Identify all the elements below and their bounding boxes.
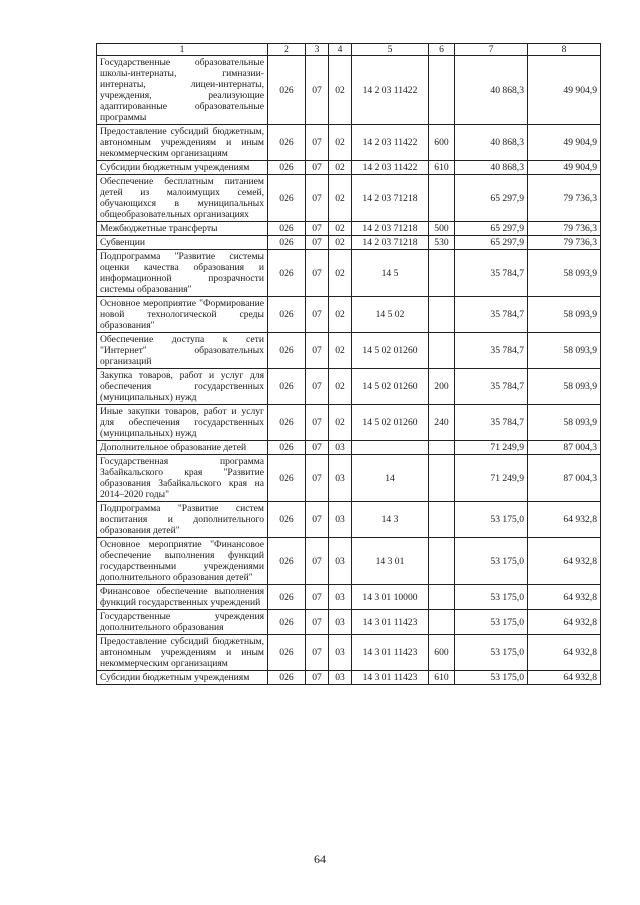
cell-expense-type: 600 [429, 125, 455, 161]
header-cell: 8 [528, 44, 601, 56]
cell-expense-type [429, 175, 455, 222]
cell-amount-col7: 35 784,7 [455, 297, 528, 333]
table-row [97, 56, 601, 125]
cell-amount-col7: 53 175,0 [455, 502, 528, 538]
header-row [97, 44, 601, 56]
cell-amount-col8: 64 932,8 [528, 671, 601, 685]
cell-grbs: 026 [268, 585, 306, 610]
cell-subsection: 03 [329, 671, 352, 685]
table-row [97, 585, 601, 610]
cell-target-article: 14 [352, 455, 429, 502]
cell-grbs: 026 [268, 441, 306, 455]
cell-amount-col7: 40 868,3 [455, 125, 528, 161]
cell-target-article: 14 2 03 71218 [352, 175, 429, 222]
cell-section: 07 [306, 175, 329, 222]
row-name: Основное мероприятие "Финансовое обеспечение выполнения функций государственными учреждениями дополнительного образования детей" [97, 538, 268, 585]
cell-amount-col8: 64 932,8 [528, 502, 601, 538]
cell-subsection: 02 [329, 405, 352, 441]
cell-amount-col8: 49 904,9 [528, 161, 601, 175]
cell-expense-type [429, 455, 455, 502]
row-name: Субсидии бюджетным учреждениям [97, 671, 268, 685]
cell-grbs: 026 [268, 538, 306, 585]
cell-amount-col8: 87 004,3 [528, 441, 601, 455]
cell-amount-col7: 35 784,7 [455, 369, 528, 405]
cell-subsection: 03 [329, 585, 352, 610]
cell-amount-col7: 35 784,7 [455, 250, 528, 297]
row-name: Иные закупки товаров, работ и услуг для обеспечения государственных (муниципальных) нужд [97, 405, 268, 441]
cell-section: 07 [306, 610, 329, 635]
cell-target-article: 14 3 [352, 502, 429, 538]
cell-subsection: 03 [329, 502, 352, 538]
cell-subsection: 02 [329, 175, 352, 222]
cell-grbs: 026 [268, 502, 306, 538]
table-row [97, 441, 601, 455]
table-row [97, 455, 601, 502]
header-cell: 7 [455, 44, 528, 56]
cell-amount-col8: 58 093,9 [528, 297, 601, 333]
table-row [97, 250, 601, 297]
row-name: Государственная программа Забайкальского края "Развитие образования Забайкальского края на 2014–2020 годы" [97, 455, 268, 502]
table-row [97, 635, 601, 671]
header-cell: 2 [268, 44, 306, 56]
cell-grbs: 026 [268, 635, 306, 671]
cell-expense-type [429, 502, 455, 538]
cell-amount-col7: 65 297,9 [455, 175, 528, 222]
cell-subsection: 02 [329, 333, 352, 369]
table-row [97, 222, 601, 236]
cell-section: 07 [306, 585, 329, 610]
cell-amount-col8: 64 932,8 [528, 610, 601, 635]
cell-subsection: 03 [329, 538, 352, 585]
cell-amount-col7: 35 784,7 [455, 333, 528, 369]
cell-target-article: 14 2 03 11422 [352, 125, 429, 161]
cell-expense-type: 610 [429, 161, 455, 175]
cell-grbs: 026 [268, 369, 306, 405]
cell-amount-col8: 79 736,3 [528, 175, 601, 222]
cell-expense-type [429, 538, 455, 585]
cell-expense-type: 200 [429, 369, 455, 405]
cell-grbs: 026 [268, 455, 306, 502]
cell-amount-col8: 87 004,3 [528, 455, 601, 502]
header-cell: 3 [306, 44, 329, 56]
cell-amount-col7: 35 784,7 [455, 405, 528, 441]
table-row [97, 671, 601, 685]
row-name: Обеспечение доступа к сети "Интернет" образовательных организаций [97, 333, 268, 369]
cell-section: 07 [306, 222, 329, 236]
header-cell: 6 [429, 44, 455, 56]
cell-expense-type: 530 [429, 236, 455, 250]
row-name: Подпрограмма "Развитие системы оценки качества образования и информационной прозрачности системы образования" [97, 250, 268, 297]
cell-target-article: 14 5 02 01260 [352, 369, 429, 405]
cell-grbs: 026 [268, 236, 306, 250]
cell-amount-col7: 71 249,9 [455, 455, 528, 502]
cell-subsection: 03 [329, 441, 352, 455]
cell-subsection: 02 [329, 369, 352, 405]
table-row [97, 175, 601, 222]
table-row [97, 161, 601, 175]
cell-target-article: 14 2 03 11422 [352, 161, 429, 175]
row-name: Субвенции [97, 236, 268, 250]
row-name: Государственные учреждения дополнительного образования [97, 610, 268, 635]
row-name: Закупка товаров, работ и услуг для обеспечения государственных (муниципальных) нужд [97, 369, 268, 405]
table-row [97, 610, 601, 635]
cell-amount-col8: 58 093,9 [528, 369, 601, 405]
header-cell: 4 [329, 44, 352, 56]
cell-section: 07 [306, 502, 329, 538]
cell-amount-col8: 49 904,9 [528, 56, 601, 125]
cell-expense-type: 240 [429, 405, 455, 441]
cell-expense-type: 500 [429, 222, 455, 236]
cell-amount-col8: 64 932,8 [528, 538, 601, 585]
cell-subsection: 02 [329, 161, 352, 175]
cell-grbs: 026 [268, 405, 306, 441]
cell-subsection: 03 [329, 635, 352, 671]
cell-amount-col8: 64 932,8 [528, 585, 601, 610]
cell-grbs: 026 [268, 56, 306, 125]
table-row [97, 236, 601, 250]
cell-grbs: 026 [268, 161, 306, 175]
cell-amount-col7: 71 249,9 [455, 441, 528, 455]
row-name: Подпрограмма "Развитие систем воспитания и дополнительного образования детей" [97, 502, 268, 538]
cell-grbs: 026 [268, 125, 306, 161]
cell-subsection: 02 [329, 125, 352, 161]
cell-amount-col7: 65 297,9 [455, 222, 528, 236]
cell-subsection: 02 [329, 236, 352, 250]
cell-amount-col8: 49 904,9 [528, 125, 601, 161]
cell-subsection: 03 [329, 610, 352, 635]
cell-section: 07 [306, 405, 329, 441]
cell-expense-type [429, 250, 455, 297]
row-name: Обеспечение бесплатным питанием детей из малоимущих семей, обучающихся в муниципальных общеобразовательных организациях [97, 175, 268, 222]
page-number: 64 [314, 852, 326, 866]
cell-target-article: 14 5 02 [352, 297, 429, 333]
cell-subsection: 02 [329, 297, 352, 333]
cell-target-article: 14 5 02 01260 [352, 405, 429, 441]
cell-subsection: 02 [329, 56, 352, 125]
cell-target-article: 14 3 01 11423 [352, 610, 429, 635]
cell-target-article: 14 3 01 [352, 538, 429, 585]
row-name: Финансовое обеспечение выполнения функций государственных учреждений [97, 585, 268, 610]
cell-target-article: 14 3 01 11423 [352, 635, 429, 671]
cell-grbs: 026 [268, 297, 306, 333]
cell-amount-col8: 58 093,9 [528, 405, 601, 441]
table-body [97, 56, 601, 685]
cell-section: 07 [306, 125, 329, 161]
cell-amount-col7: 53 175,0 [455, 635, 528, 671]
table-row [97, 538, 601, 585]
cell-amount-col8: 79 736,3 [528, 236, 601, 250]
cell-amount-col7: 40 868,3 [455, 56, 528, 125]
cell-expense-type: 600 [429, 635, 455, 671]
cell-expense-type [429, 333, 455, 369]
row-name: Предоставление субсидий бюджетным, автономным учреждениям и иным некоммерческим организациям [97, 635, 268, 671]
cell-section: 07 [306, 538, 329, 585]
cell-section: 07 [306, 333, 329, 369]
cell-grbs: 026 [268, 222, 306, 236]
cell-section: 07 [306, 297, 329, 333]
cell-amount-col8: 58 093,9 [528, 333, 601, 369]
cell-subsection: 02 [329, 222, 352, 236]
row-name: Субсидии бюджетным учреждениям [97, 161, 268, 175]
table-row [97, 125, 601, 161]
cell-expense-type [429, 610, 455, 635]
cell-section: 07 [306, 56, 329, 125]
budget-table [96, 43, 601, 685]
row-name: Дополнительное образование детей [97, 441, 268, 455]
cell-grbs: 026 [268, 333, 306, 369]
cell-amount-col7: 53 175,0 [455, 610, 528, 635]
cell-grbs: 026 [268, 175, 306, 222]
cell-section: 07 [306, 250, 329, 297]
table-row [97, 297, 601, 333]
table-row [97, 405, 601, 441]
header-cell: 5 [352, 44, 429, 56]
cell-amount-col7: 65 297,9 [455, 236, 528, 250]
cell-target-article: 14 2 03 71218 [352, 236, 429, 250]
cell-section: 07 [306, 635, 329, 671]
cell-subsection: 02 [329, 250, 352, 297]
cell-target-article: 14 2 03 71218 [352, 222, 429, 236]
row-name: Межбюджетные трансферты [97, 222, 268, 236]
cell-expense-type: 610 [429, 671, 455, 685]
cell-section: 07 [306, 236, 329, 250]
table-row [97, 369, 601, 405]
cell-subsection: 03 [329, 455, 352, 502]
cell-amount-col7: 53 175,0 [455, 538, 528, 585]
row-name: Основное мероприятие "Формирование новой технологической среды образования" [97, 297, 268, 333]
row-name: Государственные образовательные школы-интернаты, гимназии-интернаты, лицеи-интернаты, учреждения, реализующие адаптированные образовательные программы [97, 56, 268, 125]
cell-grbs: 026 [268, 671, 306, 685]
cell-target-article: 14 5 [352, 250, 429, 297]
cell-target-article: 14 2 03 11422 [352, 56, 429, 125]
cell-section: 07 [306, 161, 329, 175]
cell-amount-col7: 53 175,0 [455, 585, 528, 610]
cell-amount-col8: 64 932,8 [528, 635, 601, 671]
cell-amount-col8: 58 093,9 [528, 250, 601, 297]
table-row [97, 502, 601, 538]
cell-amount-col7: 53 175,0 [455, 671, 528, 685]
cell-section: 07 [306, 455, 329, 502]
row-name: Предоставление субсидий бюджетным, автономным учреждениям и иным некоммерческим организациям [97, 125, 268, 161]
cell-target-article: 14 3 01 10000 [352, 585, 429, 610]
cell-amount-col7: 40 868,3 [455, 161, 528, 175]
cell-expense-type [429, 441, 455, 455]
cell-grbs: 026 [268, 610, 306, 635]
cell-section: 07 [306, 671, 329, 685]
cell-target-article: 14 3 01 11423 [352, 671, 429, 685]
cell-expense-type [429, 56, 455, 125]
cell-target-article [352, 441, 429, 455]
cell-section: 07 [306, 441, 329, 455]
cell-grbs: 026 [268, 250, 306, 297]
cell-section: 07 [306, 369, 329, 405]
cell-expense-type [429, 297, 455, 333]
header-cell: 1 [97, 44, 268, 56]
cell-target-article: 14 5 02 01260 [352, 333, 429, 369]
cell-expense-type [429, 585, 455, 610]
table-row [97, 333, 601, 369]
cell-amount-col8: 79 736,3 [528, 222, 601, 236]
